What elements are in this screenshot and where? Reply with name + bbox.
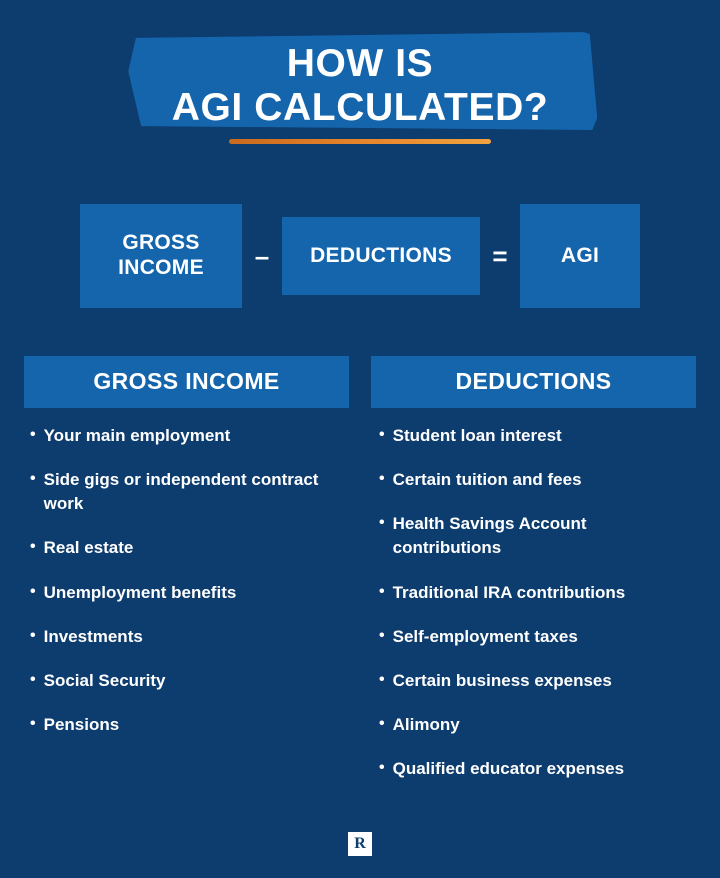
gross-income-list <box>24 424 349 737</box>
list-item-label: Certain tuition and fees <box>392 470 582 490</box>
list-item <box>24 669 349 693</box>
list-item <box>371 625 696 649</box>
bullet-icon: • <box>379 470 385 488</box>
formula-deductions-box <box>282 217 480 295</box>
list-item-label: Traditional IRA contributions <box>392 582 626 602</box>
list-item <box>24 468 349 516</box>
bullet-icon: • <box>30 670 36 688</box>
bullet-icon: • <box>30 582 36 600</box>
bullet-icon: • <box>379 426 385 443</box>
column-deductions <box>371 356 696 801</box>
bullet-icon: • <box>30 470 36 488</box>
list-item-label: Qualified educator expenses <box>392 759 625 778</box>
column-deductions-header: DEDUCTIONS <box>371 356 696 408</box>
bullet-icon: • <box>30 426 36 443</box>
page-title <box>0 34 720 129</box>
list-item <box>371 669 696 693</box>
list-item-label: Self-employment taxes <box>392 626 578 646</box>
formula-gross-income-box <box>80 204 242 308</box>
list-item <box>371 757 696 781</box>
footer <box>0 832 720 856</box>
list-item-label: Real estate <box>43 538 134 558</box>
bullet-icon: • <box>379 714 385 732</box>
formula-gross-income-label-line-1: GROSS <box>122 231 200 255</box>
bullet-icon: • <box>30 714 36 732</box>
formula-gross-income-label-line-2: INCOME <box>118 256 204 279</box>
list-item <box>371 424 696 448</box>
list-item-label: Alimony <box>392 714 460 734</box>
formula-row <box>0 204 720 308</box>
column-gross-income <box>24 356 349 801</box>
list-item-label: Certain business expenses <box>392 670 612 690</box>
page-title-line-2: AGI CALCULATED? <box>171 85 549 129</box>
bullet-icon: • <box>379 626 385 644</box>
list-item-label: Unemployment benefits <box>43 582 237 602</box>
list-item <box>24 581 349 605</box>
column-gross-income-header: GROSS INCOME <box>24 356 349 408</box>
title-section <box>0 0 720 150</box>
list-item <box>24 424 349 448</box>
formula-agi-label: AGI <box>560 243 600 267</box>
formula-agi-box <box>520 204 640 308</box>
bullet-icon: • <box>379 759 385 776</box>
deductions-list <box>371 424 696 781</box>
list-item-label: Social Security <box>43 670 166 690</box>
list-item-label: Side gigs or independent contract work <box>43 470 319 514</box>
bullet-icon: • <box>30 538 36 556</box>
minus-operator: – <box>254 240 270 271</box>
page-title-line-1: HOW IS <box>286 42 434 85</box>
bullet-icon: • <box>30 626 36 644</box>
list-item <box>371 468 696 492</box>
list-item <box>371 581 696 605</box>
list-item <box>24 536 349 560</box>
list-item-label: Your main employment <box>43 426 231 445</box>
bullet-icon: • <box>379 582 385 600</box>
equals-operator: = <box>492 240 508 271</box>
bullet-icon: • <box>379 670 385 688</box>
list-item-label: Health Savings Account contributions <box>392 514 587 558</box>
title-underline-accent <box>229 139 491 144</box>
brand-logo: R <box>348 832 372 856</box>
detail-columns <box>0 356 720 801</box>
list-item <box>371 713 696 737</box>
list-item <box>371 512 696 560</box>
list-item <box>24 625 349 649</box>
list-item-label: Investments <box>43 626 143 646</box>
list-item <box>24 713 349 737</box>
list-item-label: Pensions <box>43 714 120 734</box>
list-item-label: Student loan interest <box>392 426 562 445</box>
bullet-icon: • <box>379 514 385 532</box>
formula-deductions-label: DEDUCTIONS <box>310 243 452 267</box>
